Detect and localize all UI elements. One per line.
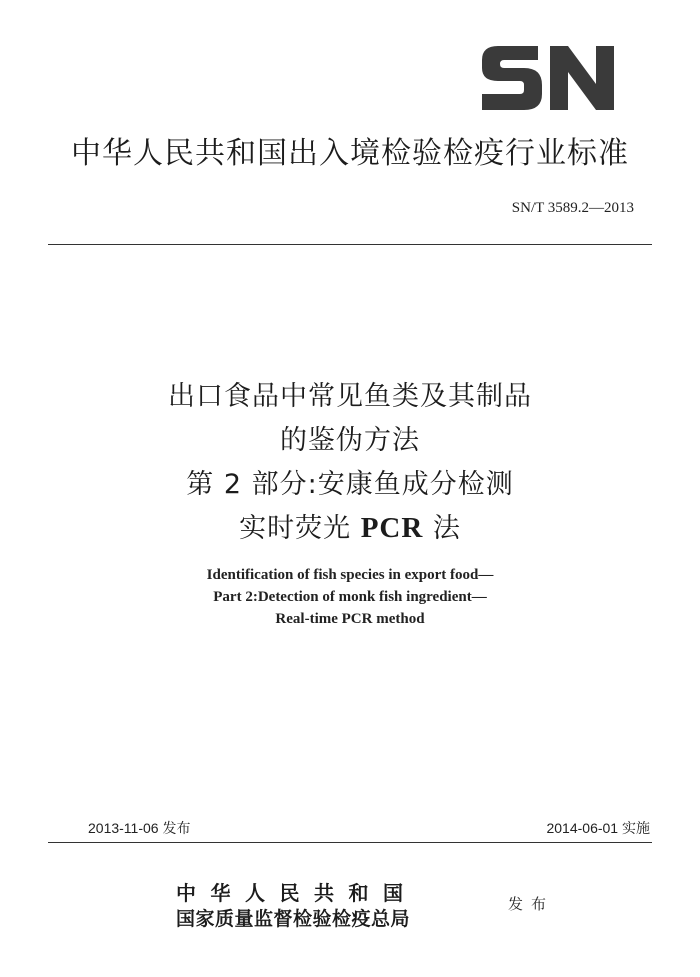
standard-number: SN/T 3589.2—2013: [511, 200, 634, 216]
title-zh-line3: 第 2 部分:安康鱼成分检测: [186, 469, 514, 500]
implement-date: 2014-06-01 实施: [546, 820, 650, 836]
org-title: 中华人民共和国出入境检验检疫行业标准: [71, 136, 629, 171]
title-en-line3: Real-time PCR method: [275, 611, 425, 627]
publisher-line2: 国家质量监督检验检疫总局: [176, 908, 411, 930]
title-en-line1: Identification of fish species in export food—: [206, 567, 494, 583]
publisher-verb: 发布: [508, 895, 555, 913]
bottom-divider: [48, 842, 652, 843]
title-zh-line4: [0, 506, 700, 545]
sn-logo-graphic: [478, 38, 618, 116]
top-divider: [48, 244, 652, 245]
title-zh-line4-suffix: 法: [423, 513, 461, 544]
publisher-line1: 中华人民共和国: [176, 881, 418, 905]
issue-date: 2013-11-06 发布: [88, 820, 191, 836]
title-zh-line1: 出口食品中常见鱼类及其制品: [168, 381, 532, 412]
title-zh-line4-prefix: 实时荧光: [239, 513, 361, 544]
sn-logo: [478, 38, 618, 116]
title-en-line2: Part 2:Detection of monk fish ingredient—: [213, 589, 487, 605]
title-zh-line2: 的鉴伪方法: [280, 425, 420, 456]
title-zh-line4-latin: PCR: [360, 512, 424, 544]
